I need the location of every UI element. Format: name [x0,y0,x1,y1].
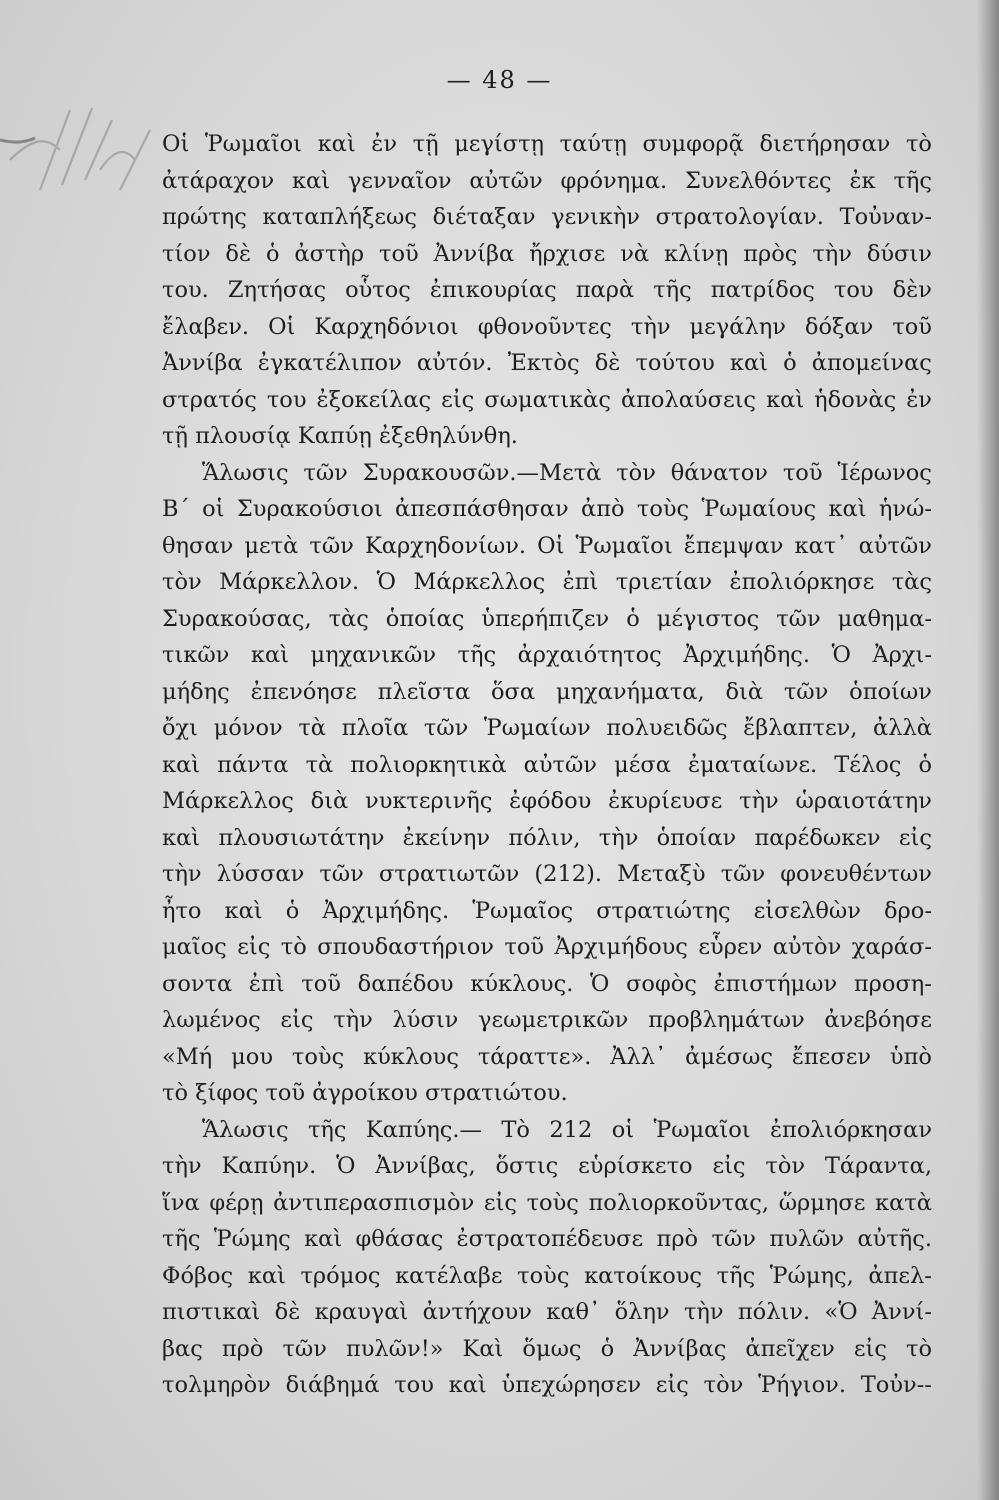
text-line: τὴν λύσσαν τῶν στρατιωτῶν (212). Μεταξὺ τῶν φονευθέντων [162,861,932,887]
text-line: τῇ πλουσίᾳ Καπύῃ ἐξεθηλύνθη. [162,423,518,449]
text-line: τῆς Ῥώμης καὶ φθάσας ἐστρατοπέδευσε πρὸ τῶν πυλῶν αὐτῆς. [162,1226,932,1252]
text-line: ἔλαβεν. Οἱ Καρχηδόνιοι φθονοῦντες τὴν μεγάλην δόξαν τοῦ [162,313,932,340]
text-line: «Μή μου τοὺς κύκλους τάραττε». Ἀλλ᾽ ἀμέσως ἔπεσεν ὑπὸ [162,1043,932,1070]
text-line: τὴν Καπύην. Ὁ Ἀννίβας, ὅστις εὑρίσκετο εἰς τὸν Τάραντα, [162,1153,932,1179]
text-line: Ἅλωσις τῆς Καπύης.— Τὸ 212 οἱ Ῥωμαῖοι ἐπολιόρκησαν [202,1116,932,1143]
text-line: βας πρὸ τῶν πυλῶν!» Καὶ ὅμως ὁ Ἀννίβας ἀπεῖχεν εἰς τὸ [162,1335,932,1362]
text-line: Συρακούσας, τὰς ὁποίας ὑπερήπιζεν ὁ μέγιστος τῶν μαθημα- [162,605,932,632]
text-line: ἦτο καὶ ὁ Ἀρχιμήδης. Ῥωμαῖος στρατιώτης εἰσελθὼν δρο- [162,897,932,924]
text-line: στρατός του ἐξοκείλας εἰς σωματικὰς ἀπολαύσεις καὶ ἡδονὰς ἐν [162,386,932,413]
text-line: Οἱ Ῥωμαῖοι καὶ ἐν τῇ μεγίστῃ ταύτῃ συμφορᾷ διετήρησαν τὸ [162,131,932,157]
text-line: λωμένος εἰς τὴν λύσιν γεωμετρικῶν προβλημάτων ἀνεβόησε [162,1007,932,1033]
text-line: πρώτης καταπλήξεως διέταξαν γενικὴν στρατολογίαν. Τοὐναν- [162,204,932,230]
page-edge-shadow [977,0,999,1500]
text-line: τολμηρὸν διάβημά του καὶ ὑπεχώρησεν εἰς τὸν Ῥήγιον. Τοὐν-- [162,1372,932,1398]
text-line: Μάρκελλος διὰ νυκτερινῆς ἐφόδου ἐκυρίευσε τὴν ὡραιοτάτην [162,788,932,814]
text-line: μήδης ἐπενόησε πλεῖστα ὅσα μηχανήματα, διὰ τῶν ὁποίων [162,678,932,705]
text-line: ἀτάραχον καὶ γενναῖον αὐτῶν φρόνημα. Συνελθόντες ἐκ τῆς [162,167,932,194]
text-line: σοντα ἐπὶ τοῦ δαπέδου κύκλους. Ὁ σοφὸς ἐπιστήμων προση- [162,970,932,997]
text-line: Ἅλωσις τῶν Συρακουσῶν.—Μετὰ τὸν θάνατον τοῦ Ἱέρωνος [202,459,932,486]
text-line: ὄχι μόνον τὰ πλοῖα τῶν Ῥωμαίων πολυειδῶς ἔβλαπτεν, ἀλλὰ [162,715,932,741]
text-line: θησαν μετὰ τῶν Καρχηδονίων. Οἱ Ῥωμαῖοι ἔπεμψαν κατ᾽ αὐτῶν [162,532,932,559]
pencil-scribble-mark [0,100,160,210]
text-line: τικῶν καὶ μηχανικῶν τῆς ἀρχαιότητος Ἀρχιμήδης. Ὁ Ἀρχι- [162,642,932,668]
text-line: τὸν Μάρκελλον. Ὁ Μάρκελλος ἐπὶ τριετίαν ἐπολιόρκησε τὰς [162,569,932,595]
text-line: μαῖος εἰς τὸ σπουδαστήριον τοῦ Ἀρχιμήδους εὗρεν αὐτὸν χαράσ- [162,934,932,960]
text-line: τὸ ξίφος τοῦ ἀγροίκου στρατιώτου. [162,1080,568,1106]
text-line: Φόβος καὶ τρόμος κατέλαβε τοὺς κατοίκους τῆς Ῥώμης, ἀπελ- [162,1262,932,1289]
text-line: πιστικαὶ δὲ κραυγαὶ ἀντήχουν καθ᾽ ὅλην τὴν πόλιν. «Ὁ Ἀννί- [162,1299,932,1325]
text-line: ἵνα φέρῃ ἀντιπερασπισμὸν εἰς τοὺς πολιορκοῦντας, ὥρμησε κατὰ [162,1189,932,1216]
text-line: Β΄ οἱ Συρακούσιοι ἀπεσπάσθησαν ἀπὸ τοὺς Ῥωμαίους καὶ ἡνώ- [162,496,932,522]
body-text [162,126,932,1404]
text-line: καὶ πλουσιωτάτην ἐκείνην πόλιν, τὴν ὁποίαν παρέδωκεν εἰς [162,824,932,851]
text-line: τίον δὲ ὁ ἀστὴρ τοῦ Ἀννίβα ἤρχισε νὰ κλίνῃ πρὸς τὴν δύσιν [162,240,932,267]
text-line: του. Ζητήσας οὗτος ἐπικουρίας παρὰ τῆς πατρίδος του δὲν [162,277,932,303]
text-line: Ἀννίβα ἐγκατέλιπον αὐτόν. Ἐκτὸς δὲ τούτου καὶ ὁ ἀπομείνας [162,350,932,376]
text-line: καὶ πάντα τὰ πολιορκητικὰ αὐτῶν μέσα ἐματαίωνε. Τέλος ὁ [162,751,932,778]
page-number: — 48 — [446,66,553,94]
